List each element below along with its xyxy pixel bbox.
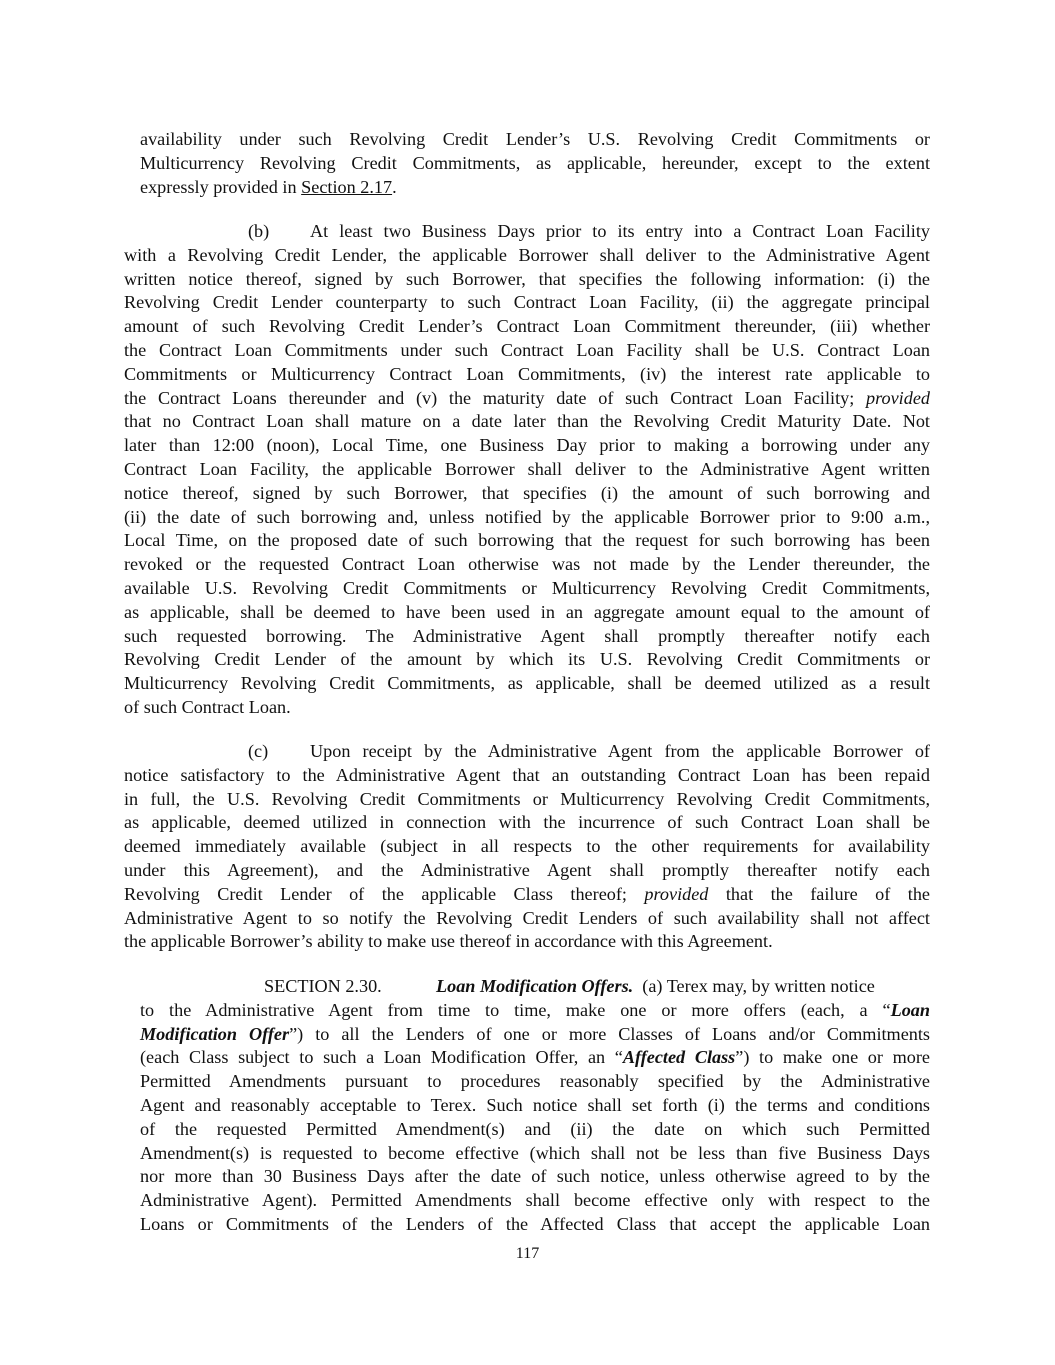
paragraph-line: Permitted Amendments pursuant to procedures reasonably specified by the Administrative: [140, 1071, 930, 1092]
paragraph-line: such requested borrowing. The Administrative Agent shall promptly thereafter notify each: [124, 625, 930, 646]
section-reference-link: Section 2.17: [301, 176, 393, 197]
paragraph-line: the applicable Borrower’s ability to make use thereof in accordance with this Agreement.: [124, 931, 773, 952]
text-run: Revolving Credit Lender of the applicable Class thereof;: [124, 883, 645, 904]
paragraph-line: [140, 1023, 930, 1047]
section-heading-line: [140, 975, 930, 999]
paragraph-line: notice thereof, signed by such Borrower, that specifies (i) the amount of such borrowing and: [124, 482, 930, 503]
paragraph-line: that no Contract Loan shall mature on a date later than the Revolving Credit Maturity Date. Not: [124, 411, 930, 432]
page-number: 117: [515, 1245, 540, 1262]
defined-term: Modification Offer: [140, 1023, 290, 1044]
paragraph-label: (c): [248, 741, 269, 761]
paragraph-line: Multicurrency Revolving Credit Commitments, as applicable, shall be deemed utilized as a result: [124, 673, 930, 694]
paragraph-line: written notice thereof, signed by such Borrower, that specifies the following information: (i) the: [124, 268, 930, 289]
defined-term: Affected Class: [622, 1047, 736, 1068]
paragraph-line: notice satisfactory to the Administrative Agent that an outstanding Contract Loan has been repaid: [124, 764, 930, 785]
paragraph-line: of the requested Permitted Amendment(s) and (ii) the date on which such Permitted: [140, 1118, 930, 1139]
text-run: the Contract Loans thereunder and (v) the maturity date of such Contract Loan Facility;: [124, 387, 867, 408]
paragraph-line: Administrative Agent). Permitted Amendments shall become effective only with respect to the: [140, 1190, 930, 1211]
paragraph-line: [140, 176, 930, 200]
paragraph-line: Loans or Commitments of the Lenders of the Affected Class that accept the applicable Loan: [140, 1213, 930, 1234]
paragraph-line: deemed immediately available (subject in all respects to the other requirements for availability: [124, 836, 930, 857]
paragraph-line: amount of such Revolving Credit Lender’s Contract Loan Commitment thereunder, (iii) whether: [124, 316, 930, 337]
paragraph-first-line: [124, 220, 930, 244]
paragraph-line: (ii) the date of such borrowing and, unless notified by the applicable Borrower prior to 9:00 a.m.,: [124, 506, 930, 527]
paragraph-line: Contract Loan Facility, the applicable Borrower shall deliver to the Administrative Agent written: [124, 458, 930, 479]
paragraph-line: under this Agreement), and the Administrative Agent shall promptly thereafter notify each: [124, 859, 930, 880]
text-run: that the failure of the: [708, 883, 930, 904]
paragraph-line: Revolving Credit Lender of the amount by which its U.S. Revolving Credit Commitments or: [124, 649, 930, 670]
italic-term: provided: [866, 387, 930, 408]
paragraph-line: Administrative Agent to so notify the Revolving Credit Lenders of such availability shall not affect: [124, 907, 930, 928]
paragraph-c: [124, 740, 930, 954]
paragraph-first-line: [124, 740, 930, 764]
paragraph-line: Multicurrency Revolving Credit Commitments, as applicable, hereunder, except to the extent: [140, 152, 930, 173]
text-run: ”) to all the Lenders of one or more Classes of Loans and/or Commitments: [289, 1023, 930, 1044]
paragraph-line: Agent and reasonably acceptable to Terex. Such notice shall set forth (i) the terms and conditions: [140, 1094, 930, 1115]
paragraph-line: Amendment(s) is requested to become effective (which shall not be less than five Business Days: [140, 1142, 930, 1163]
paragraph-b: [124, 220, 930, 720]
text-run: to the Administrative Agent from time to time, make one or more offers (each, a “: [140, 999, 891, 1020]
paragraph-line: available U.S. Revolving Credit Commitments or Multicurrency Revolving Credit Commitments,: [124, 577, 930, 598]
text-run: Upon receipt by the Administrative Agent from the applicable Borrower of: [310, 741, 930, 761]
paragraph-line: availability under such Revolving Credit Lender’s U.S. Revolving Credit Commitments or: [140, 129, 930, 149]
paragraph-line: [140, 999, 930, 1023]
text-run: ”) to make one or more: [735, 1047, 930, 1068]
paragraph-label: (b): [248, 221, 270, 241]
text-run: expressly provided in: [140, 176, 302, 197]
text-run: .: [392, 176, 397, 197]
paragraph-line: [140, 1046, 930, 1070]
section-heading: Loan Modification Offers.: [436, 976, 634, 996]
paragraph-line: nor more than 30 Business Days after the date of such notice, unless otherwise agreed to by the: [140, 1166, 930, 1187]
paragraph-line: as applicable, shall be deemed to have been used in an aggregate amount equal to the amount of: [124, 601, 930, 622]
paragraph-line: as applicable, deemed utilized in connection with the incurrence of such Contract Loan shall be: [124, 812, 930, 833]
paragraph-line: the Contract Loan Commitments under such Contract Loan Facility shall be U.S. Contract Loan: [124, 339, 930, 360]
italic-term: provided: [644, 883, 709, 904]
paragraph-line: Revolving Credit Lender counterparty to such Contract Loan Facility, (ii) the aggregate principal: [124, 292, 930, 313]
text-run: (each Class subject to such a Loan Modification Offer, an “: [140, 1047, 623, 1068]
section-2-30: [140, 975, 930, 1237]
paragraph-a-continuation: [140, 128, 930, 199]
paragraph-line: [124, 387, 930, 411]
paragraph-line: with a Revolving Credit Lender, the applicable Borrower shall deliver to the Administrative Agent: [124, 244, 930, 265]
text-run: (a) Terex may, by written notice: [642, 976, 875, 996]
paragraph-line: of such Contract Loan.: [124, 696, 291, 717]
section-number: SECTION 2.30.: [264, 976, 382, 996]
text-run: At least two Business Days prior to its entry into a Contract Loan Facility: [310, 221, 930, 241]
paragraph-line: revoked or the requested Contract Loan otherwise was not made by the Lender thereunder, the: [124, 554, 930, 575]
paragraph-line: later than 12:00 (noon), Local Time, one Business Day prior to making a borrowing under any: [124, 435, 930, 456]
paragraph-line: Local Time, on the proposed date of such borrowing that the request for such borrowing has been: [124, 530, 930, 551]
paragraph-line: in full, the U.S. Revolving Credit Commitments or Multicurrency Revolving Credit Commitments,: [124, 788, 930, 809]
paragraph-line: [124, 883, 930, 907]
defined-term: Loan: [890, 999, 930, 1020]
paragraph-line: Commitments or Multicurrency Contract Loan Commitments, (iv) the interest rate applicable to: [124, 363, 930, 384]
